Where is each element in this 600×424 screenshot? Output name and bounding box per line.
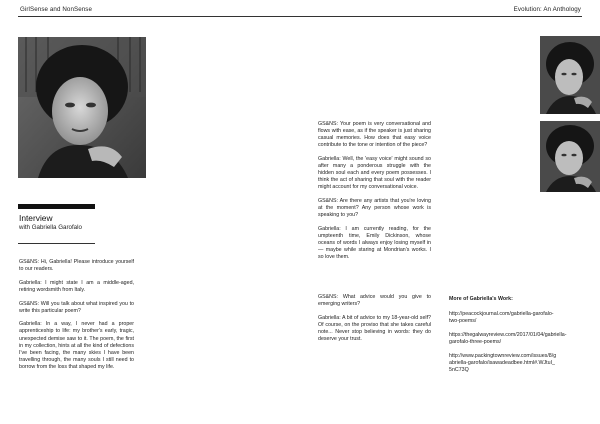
running-header-right: Evolution: An Anthology	[513, 6, 581, 13]
title-underline	[18, 243, 95, 244]
paragraph: Gabriella: A bit of advice to my 18-year-old self? Of course, on the proviso that she takes careful note... Never stop believing in words: they do deserve your trust.	[318, 314, 431, 343]
interview-title: Interview	[19, 213, 53, 223]
author-portrait	[18, 37, 146, 178]
interview-subtitle: with Gabriella Garofalo	[19, 224, 82, 231]
interview-column-3	[318, 294, 431, 350]
work-link-1[interactable]: http://peacockjournal.com/gabriella-garofalo-two-poems/	[449, 311, 554, 325]
more-work-links	[449, 296, 567, 381]
title-accent-bar	[18, 204, 95, 209]
interview-column-2	[318, 121, 431, 268]
work-link-2[interactable]: https://thegalwayreview.com/2017/01/04/gabriella-garofalo-three-poems/	[449, 331, 567, 345]
interview-column-1	[19, 259, 134, 378]
running-header-left: GirlSense and NonSense	[20, 6, 93, 13]
paragraph: Gabriella: I am currently reading, for the umpteenth time, Emily Dickinson, whose oceans of words I always enjoy losing myself in — maybe while staring at Mondrian's works. I so love them.	[318, 225, 431, 261]
paragraph: GS&NS: Hi, Gabriella! Please introduce yourself to our readers.	[19, 259, 134, 273]
paragraph: GS&NS: What advice would you give to emerging writers?	[318, 294, 431, 308]
paragraph: GS&NS: Will you talk about what inspired you to write this particular poem?	[19, 300, 134, 314]
work-link-3[interactable]: http://www.packingtownreview.com/issues/8/gabriella-garofalo/isawadeadbee.html#.WJtuI_5nC73Q	[449, 352, 557, 373]
author-portrait-small-bottom	[540, 121, 600, 192]
paragraph: GS&NS: Your poem is very conversational and flows with ease, as if the speaker is just sharing casual memories. How does that easy voice contribute to the tone or intention of the piece?	[318, 121, 431, 149]
paragraph: Gabriella: In a way, I never had a proper apprenticeship to life: my brother's early, tragic, unexpected demise saw to it. The poem, the first in my collection, hints at all the kind of defections I've been facing, the many skies I have been travelling through, the many souls I still need to borrow from the loss that shaped my life.	[19, 321, 134, 370]
paragraph: Gabriella: Well, the 'easy voice' might sound so after many a ponderous struggle with the hidden soul each and every poem possesses. I think the act of sharing that soul with the reader might account for my conversational voice.	[318, 155, 431, 191]
header-rule	[18, 16, 582, 17]
links-heading: More of Gabriella's Work:	[449, 296, 513, 302]
paragraph: Gabriella: I might state I am a middle-aged, retiring wordsmith from Italy.	[19, 279, 134, 293]
author-portrait-small-top	[540, 36, 600, 114]
paragraph: GS&NS: Are there any artists that you're loving at the moment? Any person whose work is speaking to you?	[318, 198, 431, 219]
